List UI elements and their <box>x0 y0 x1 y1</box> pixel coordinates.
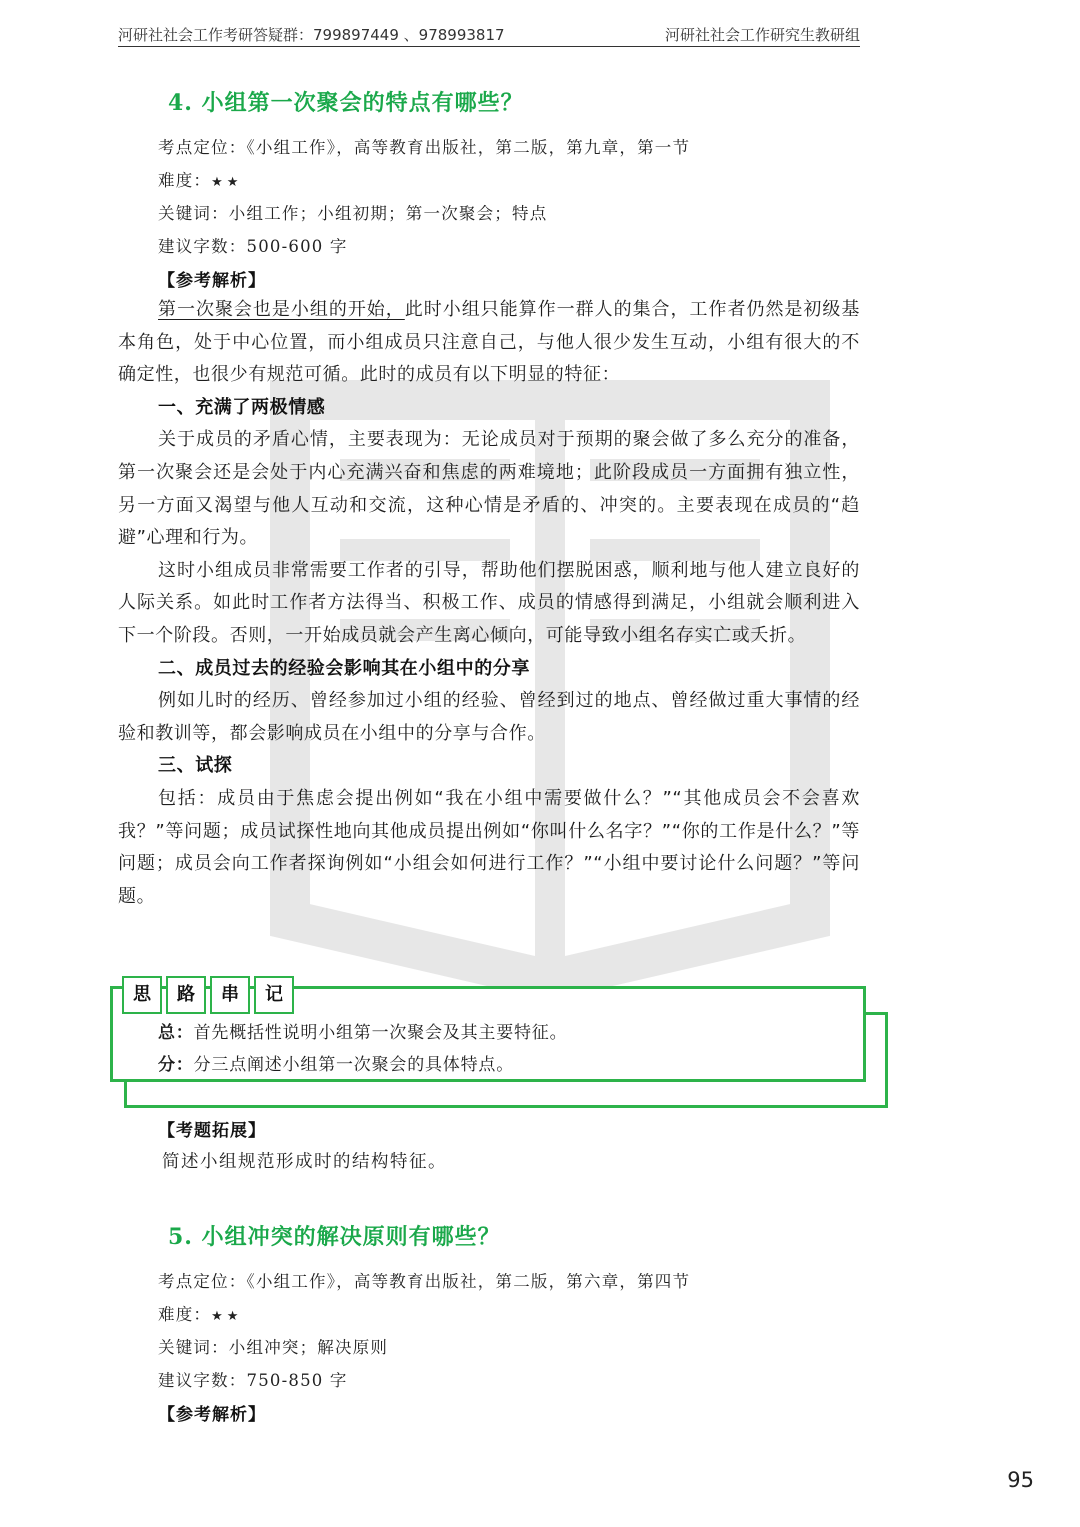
page-header <box>118 22 860 47</box>
heading-1: 一、充满了两极情感 <box>158 396 326 418</box>
paragraph-2: 这时小组成员非常需要工作者的引导，帮助他们摆脱困惑，顺利地与他人建立良好的人际关系。如此时工作者方法得当、积极工作、成员的情感得到满足，小组就会顺利进入下一个阶段。否则，一开始成员就会产生离心倾向，可能导致小组名存实亡或夭折。 <box>118 559 860 646</box>
mind-tag-1: 思 <box>122 976 162 1014</box>
paragraph-3: 例如儿时的经历、曾经参加过小组的经验、曾经到过的地点、曾经做过重大事情的经验和教训等，都会影响成员在小组中的分享与合作。 <box>118 690 860 744</box>
header-qq-groups: 河研社社会工作考研答疑群：799897449 、978993817 <box>118 26 505 44</box>
intro-underlined: 第一次聚会也是小组的开始， <box>158 299 405 320</box>
mind-part <box>158 1050 514 1075</box>
intro-paragraph <box>118 294 860 392</box>
extension-text: 简述小组规范形成时的结构特征。 <box>162 1152 447 1172</box>
mind-tag-3: 串 <box>210 976 250 1014</box>
header-org: 河研社社会工作研究生教研组 <box>664 26 860 44</box>
mind-total <box>158 1018 567 1043</box>
page-number: 95 <box>1007 1468 1034 1492</box>
paragraph-1: 关于成员的矛盾心情，主要表现为：无论成员对于预期的聚会做了多么充分的准备，第一次聚会还是会处于内心充满兴奋和焦虑的两难境地；此阶段成员一方面拥有独立性，另一方面又渴望与他人互动和交流，这种心情是矛盾的、冲突的。主要表现在成员的“趋避”心理和行为。 <box>118 429 860 549</box>
extension-label: 【考题拓展】 <box>158 1121 266 1141</box>
mind-total-text: 首先概括性说明小组第一次聚会及其主要特征。 <box>193 1023 568 1043</box>
intro-rest: 此时小组只能算作一群人的集合，工作者仍然是初级基本角色，处于中心位置，而小组成员只注意自己，与他人很少发生互动，小组有很大的不确定性，也很少有规范可循。此时的成员有以下明显的特征： <box>118 299 860 386</box>
mind-part-label: 分： <box>158 1055 194 1075</box>
question-4-title: 4. 小组第一次聚会的特点有哪些？ <box>168 90 524 116</box>
analysis-label-q5: 【参考解析】 <box>158 1405 266 1425</box>
keywords: 关键词：小组工作；小组初期；第一次聚会；特点 <box>158 204 548 223</box>
exam-position: 考点定位：《小组工作》，高等教育出版社，第二版，第六章，第四节 <box>158 1272 691 1291</box>
difficulty <box>158 164 690 197</box>
word-count: 建议字数：500-600 字 <box>158 237 348 256</box>
difficulty <box>158 1298 690 1331</box>
difficulty-stars-icon: ★★ <box>211 175 243 190</box>
keywords: 关键词：小组冲突；解决原则 <box>158 1338 389 1357</box>
mind-part-text: 分三点阐述小组第一次聚会的具体特点。 <box>193 1055 515 1075</box>
question-4-meta <box>158 131 690 263</box>
heading-2: 二、成员过去的经验会影响其在小组中的分享 <box>158 657 530 679</box>
exam-position: 考点定位：《小组工作》，高等教育出版社，第二版，第九章，第一节 <box>158 138 691 157</box>
question-5-meta <box>158 1265 690 1397</box>
mind-tag-2: 路 <box>166 976 206 1014</box>
difficulty-label: 难度： <box>158 1305 212 1324</box>
analysis-label: 【参考解析】 <box>158 271 266 291</box>
difficulty-label: 难度： <box>158 171 212 190</box>
paragraph-4: 包括：成员由于焦虑会提出例如“我在小组中需要做什么？”“其他成员会不会喜欢我？”等问题；成员试探性地向其他成员提出例如“你叫什么名字？”“你的工作是什么？”等问题；成员会向工作者探询例如“小组会如何进行工作？”“小组中要讨论什么问题？”等问题。 <box>118 787 860 907</box>
heading-3: 三、试探 <box>158 755 233 777</box>
analysis-body <box>118 294 860 913</box>
word-count: 建议字数：750-850 字 <box>158 1371 348 1390</box>
mind-total-label: 总： <box>158 1023 194 1043</box>
mind-tag-4: 记 <box>254 976 294 1014</box>
question-5-title: 5. 小组冲突的解决原则有哪些？ <box>168 1224 501 1250</box>
difficulty-stars-icon: ★★ <box>211 1309 243 1324</box>
